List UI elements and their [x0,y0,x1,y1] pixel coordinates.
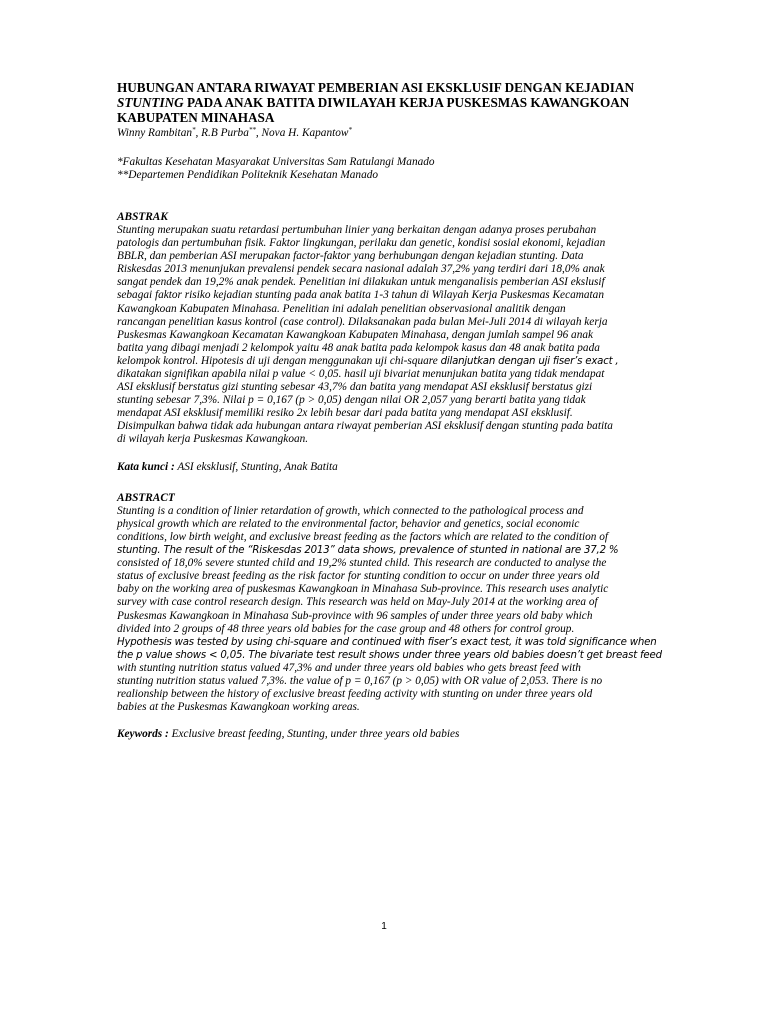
title-line-2 [117,95,685,110]
abstract-heading: ABSTRACT [117,491,175,504]
abstrak-line-11-sans: dilanjutkan dengan uji fiser’s exact , [440,355,619,367]
paper-title [117,70,685,126]
abstract-line: Puskesmas Kawangkoan in Minahasa Sub-province with 96 samples of under three years old baby which [117,609,593,622]
affiliations [117,156,685,182]
abstrak-line: stunting sebesar 7,3%. Nilai p = 0,167 (p > 0,05) dengan nilai OR 2,057 yang berarti batita yang tidak [117,394,586,407]
keywords-text: Exclusive breast feeding, Stunting, under three years old babies [168,728,460,741]
abstrak-line: Puskesmas Kawangkoan Kecamatan Kawangkoan Kabupaten Minahasa, dengan jumlah sampel 96 anak [117,328,594,341]
title-stunting-italic: STUNTING [117,95,184,111]
abstract-line-4-sans: stunting. The result of the “Riskesdas 2013” data shows, prevalence of stunted in national are 37,2 % [117,545,619,557]
kata-kunci-label: Kata kunci : [117,460,175,473]
abstrak-body [117,224,685,447]
abstract-line: consisted of 18,0% severe stunted child and 19,2% stunted child. This research are conducted to analyse the [117,557,607,570]
abstract-line: with stunting nutrition status valued 47,3% and under three years old babies who gets breast feed with [117,661,581,674]
abstrak-line: rancangan penelitian kasus kontrol (case control). Dilaksanakan pada bulan Mei-Juli 2014 di wilayah kerja [117,315,608,328]
abstract-line [117,636,685,649]
keywords-label: Keywords : [117,728,169,741]
abstrak-line-11-start: kelompok kontrol. Hipotesis di uji dengan menggunakan uji chi-square [117,354,441,367]
author-list [117,127,685,140]
kata-kunci-text: ASI eksklusif, Stunting, Anak Batita [174,460,338,473]
abstract-line: realionship between the history of exclusive breast feeding activity with stunting on under three years old [117,688,593,701]
abstract-line: babies at the Puskesmas Kawangkoan working areas. [117,701,360,714]
abstrak-line: dikatakan signifikan apabila nilai p value < 0,05. hasil uji bivariat menunjukan batita yang tidak mendapat [117,368,605,381]
paper-page [117,70,685,741]
abstract-line: physical growth which are related to the environmental factor, behavior and genetics, social economic [117,517,580,530]
abstract-line-12-sans: the p value shows < 0,05. The bivariate test result shows under three years old babies doesn’t get breast feed [117,649,662,661]
abstract-line [117,544,685,557]
abstract-line: stunting nutrition status valued 7,3%. the value of p = 0,167 (p > 0,05) with OR value of 2,053. There is no [117,674,603,687]
abstrak-line: mendapat ASI eksklusif memiliki resiko 2x lebih besar dari pada batita yang mendapat ASI eksklusif. [117,407,573,420]
abstrak-line: ASI eksklusif berstatus gizi stunting sebesar 43,7% dan batita yang mendapat ASI eksklusif berstatus gizi [117,381,593,394]
abstrak-line: Disimpulkan bahwa tidak ada hubungan antara riwayat pemberian ASI eksklusif dengan stunting pada batita [117,420,613,433]
abstrak-line: Kawangkoan Kabupaten Minahasa. Penelitian ini adalah penelitian observasional analitik dengan [117,302,566,315]
abstrak-line: Stunting merupakan suatu retardasi pertumbuhan linier yang berkaitan dengan adanya proses perubahan [117,223,597,236]
abstract-line-11-sans: Hypothesis was tested by using chi-square and continued with fiser’s exact test, it was told significance when [117,636,657,648]
abstrak-line: batita yang dibagi menjadi 2 kelompok yaitu 48 anak batita pada kelompok kasus dan 48 anak batita pada [117,341,600,354]
kata-kunci [117,461,685,474]
abstrak-line: BBLR, dan pemberian ASI merupakan factor-faktor yang berhubungan dengan kejadian stunting. Data [117,250,584,263]
title-line-3: KABUPATEN MINAHASA [117,110,275,126]
abstract-line: survey with case control research design. This research was held on May-July 2014 at the working area of [117,596,598,609]
abstrak-line: sangat pendek dan 19,2% anak pendek. Penelitian ini dilakukan untuk menganalisis pemberian ASI ekslusif [117,276,605,289]
abstract-line: status of exclusive breast feeding as the risk factor for stunting condition to occur on under three years old [117,570,600,583]
page-number: 1 [381,921,387,932]
title-line-1: HUBUNGAN ANTARA RIWAYAT PEMBERIAN ASI EKSKLUSIF DENGAN KEJADIAN [117,80,634,95]
author-3: , Nova H. Kapantow [255,126,349,139]
abstrak-line: patologis dan pertumbuhan fisik. Faktor lingkungan, perilaku dan genetic, kondisi sosial ekonomi, kejadian [117,237,606,250]
abstract-body [117,505,685,715]
abstrak-heading: ABSTRAK [117,210,168,223]
author-2-mark: ** [248,125,256,134]
author-3-mark: * [348,125,352,134]
abstrak-line: sebagai faktor risiko kejadian stunting pada anak batita 1-3 tahun di Wilayah Kerja Puskesmas Kecamatan [117,289,604,302]
abstract-line: Stunting is a condition of linier retardation of growth, which connected to the pathological process and [117,504,584,517]
abstrak-line: Riskesdas 2013 menunjukan prevalensi pendek secara nasional adalah 37,2% yang terdiri dari 18,0% anak [117,263,605,276]
abstrak-line [117,355,685,368]
author-1: Winny Rambitan [117,126,192,139]
author-2: , R.B Purba [195,126,249,139]
abstract-line: divided into 2 groups of 48 three years old babies for the case group and 48 others for control group. [117,622,575,635]
abstract-line: conditions, low birth weight, and exclusive breast feeding as the factors which are related to the condition of [117,530,609,543]
abstract-line: baby on the working area of puskesmas Kawangkoan in Minahasa Sub-province. This research uses analytic [117,583,609,596]
keywords [117,728,685,741]
affiliation-1: *Fakultas Kesehatan Masyarakat Universitas Sam Ratulangi Manado [117,155,435,168]
affiliation-2: **Departemen Pendidikan Politeknik Kesehatan Manado [117,168,379,181]
author-1-mark: * [192,125,196,134]
abstrak-line: di wilayah kerja Puskesmas Kawangkoan. [117,433,309,446]
abstract-line [117,649,685,662]
title-line-2-rest: PADA ANAK BATITA DIWILAYAH KERJA PUSKESMAS KAWANGKOAN [183,95,630,111]
